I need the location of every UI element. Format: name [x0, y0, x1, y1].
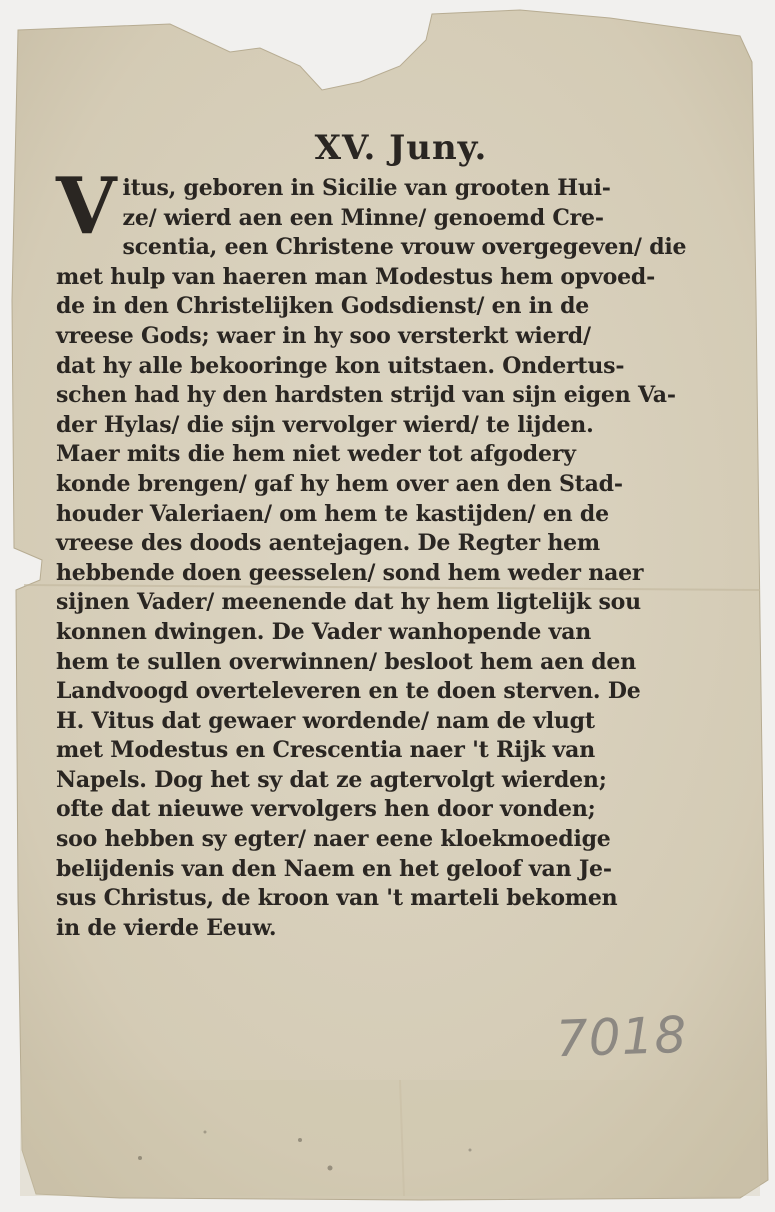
text-line: sus Christus, de kroon van 't marteli bekomen — [56, 885, 618, 912]
text-line: Napels. Dog het sy dat ze agtervolgt wierden; — [56, 766, 607, 793]
text-line: hem te sullen overwinnen/ besloot hem aen den — [56, 648, 637, 675]
text-line: der Hylas/ die sijn vervolger wierd/ te lijden. — [56, 411, 594, 438]
text-line: dat hy alle bekooringe kon uitstaen. Ondertus- — [56, 352, 625, 379]
text-line: itus, geboren in Sicilie van grooten Hui- — [122, 175, 611, 201]
text-line: hebbende doen geesselen/ sond hem weder naer — [56, 559, 644, 586]
page-title: XV. Juny. — [314, 128, 488, 168]
text-line: de in den Christelijken Godsdienst/ en in de — [56, 293, 590, 320]
text-line: sijnen Vader/ meenende dat hy hem ligtelijk sou — [56, 589, 641, 616]
text-line: H. Vitus dat gewaer wordende/ nam de vlugt — [56, 707, 595, 734]
text-line: vreese des doods aentejagen. De Regter hem — [56, 530, 600, 557]
text-line: houder Valeriaen/ om hem te kastijden/ en de — [56, 500, 609, 527]
pencil-catalog-number: 7018 — [555, 1005, 689, 1069]
text-line: ze/ wierd aen een Minne/ genoemd Cre- — [122, 204, 604, 231]
text-line: Landvoogd overteleveren en te doen sterven. De — [56, 678, 641, 705]
text-line: belijdenis van den Naem en het geloof van Je- — [56, 855, 612, 882]
text-line: in de vierde Eeuw. — [56, 914, 277, 941]
document-text — [56, 128, 696, 943]
text-line: konnen dwingen. De Vader wanhopende van — [56, 618, 592, 645]
body-paragraph — [56, 161, 696, 943]
text-line: konde brengen/ gaf hy hem over aen den Stad- — [56, 470, 623, 497]
text-line: schen had hy den hardsten strijd van sijn eigen Va- — [56, 382, 676, 409]
dropcap-letter: V — [56, 161, 117, 252]
text-line: met Modestus en Crescentia naer 't Rijk van — [56, 737, 596, 764]
text-line: ofte dat nieuwe vervolgers hen door vonden; — [56, 796, 596, 823]
text-line: met hulp van haeren man Modestus hem opvoed- — [56, 263, 656, 290]
text-line: scentia, een Christene vrouw overgegeven/ die — [122, 234, 687, 261]
text-line: soo hebben sy egter/ naer eene kloekmoedige — [56, 826, 611, 853]
text-line: Maer mits die hem niet weder tot afgodery — [56, 441, 576, 468]
text-line: vreese Gods; waer in hy soo versterkt wierd/ — [56, 322, 591, 349]
